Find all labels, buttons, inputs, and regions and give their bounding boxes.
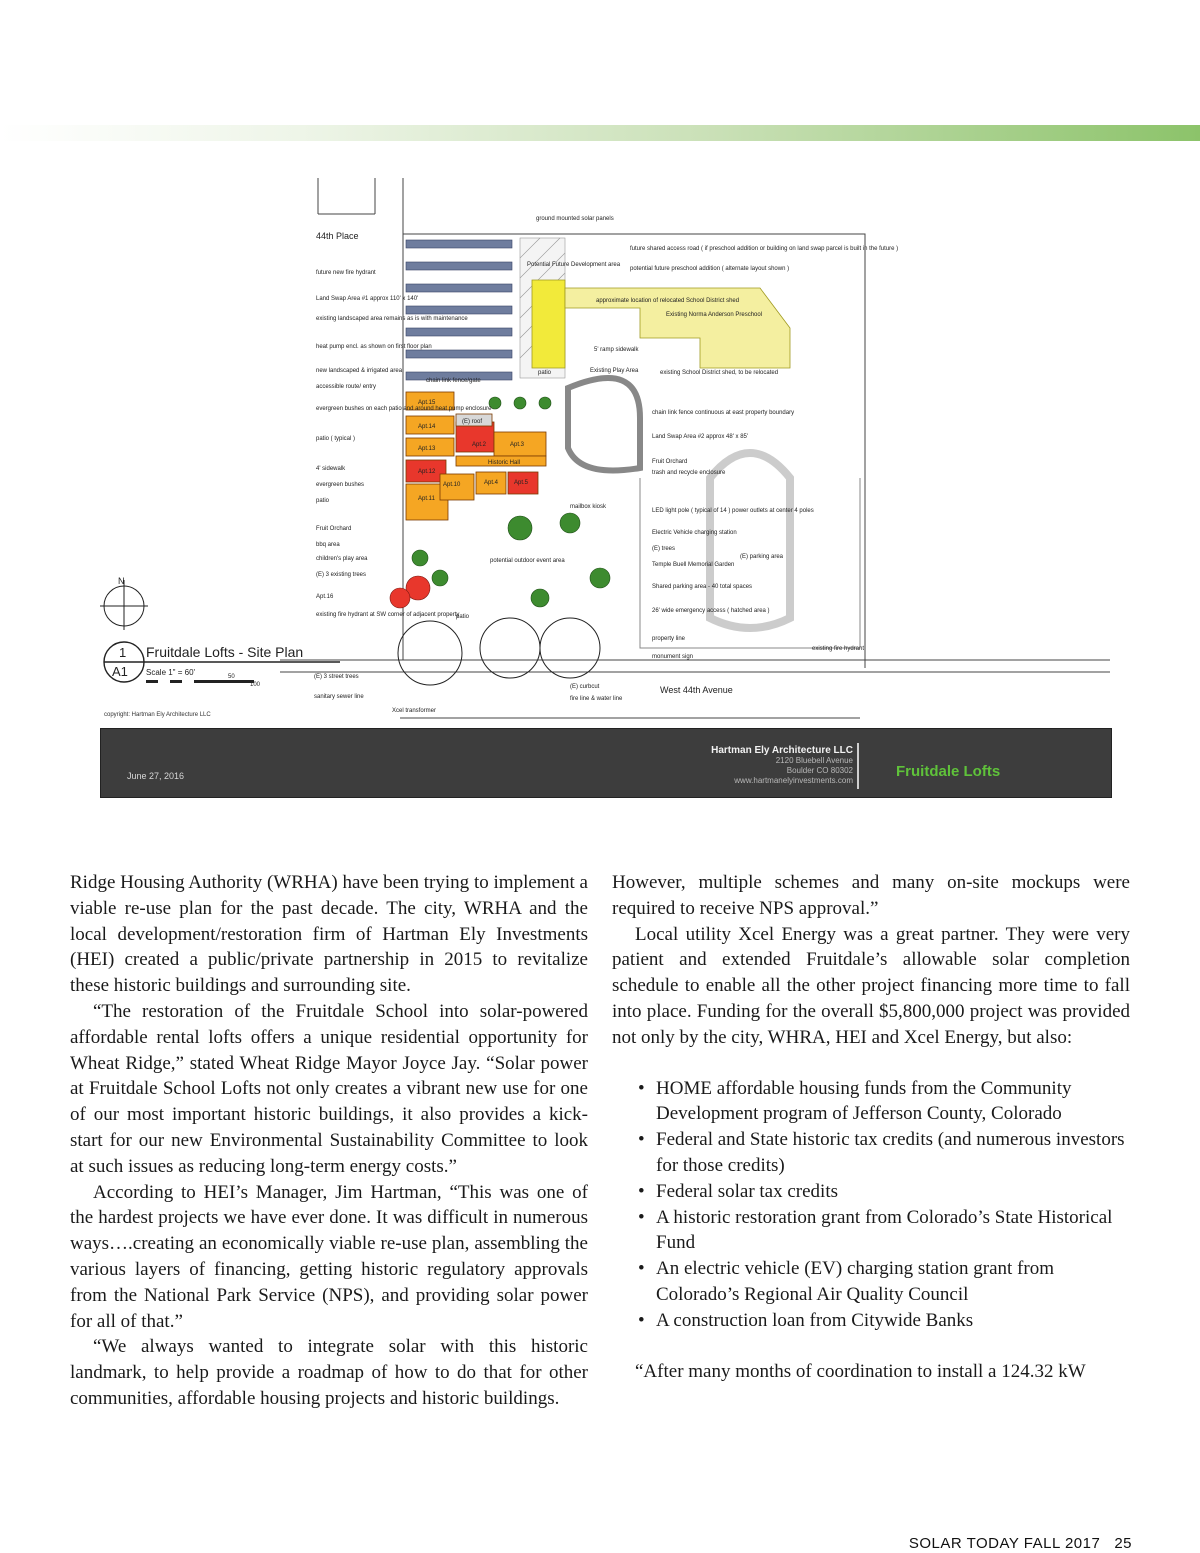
list-item [612, 1308, 1130, 1334]
list-item [612, 1205, 1130, 1257]
plan-annotation: existing fire hydrant [812, 646, 865, 652]
plan-annotation: existing School District shed, to be relocated [660, 370, 779, 376]
interior-annotations [456, 504, 607, 620]
list-item [612, 1127, 1130, 1179]
plan-annotation: heat pump encl. as shown on first floor plan [316, 344, 432, 350]
plan-annotation: (E) trees [652, 546, 676, 552]
plan-annotation: Apt.5 [514, 480, 529, 486]
plan-annotation: patio ( typical ) [316, 436, 356, 442]
bottom-annotations [314, 674, 623, 714]
plan-annotation: LED light pole ( typical of 14 ) power outlets at center 4 poles [652, 508, 814, 514]
sheet-number: A1 [112, 664, 128, 679]
plan-annotation: potential outdoor event area [490, 558, 565, 564]
firm-name: Hartman Ely Architecture LLC [711, 745, 853, 756]
right-annotations [652, 410, 864, 660]
plan-annotation: (E) roof [462, 419, 483, 425]
plan-annotation: Electric Vehicle charging station [652, 530, 737, 536]
plan-annotation: Apt.15 [418, 400, 436, 406]
bullet-marker: • [638, 1129, 645, 1151]
plan-annotation: (E) curbcut [570, 684, 600, 690]
title-number: 1 [119, 645, 127, 660]
bullet-marker: • [638, 1180, 645, 1202]
plan-annotation: monument sign [652, 654, 694, 660]
article-paragraph: According to HEI’s Manager, Jim Hartman, “This was one of the hardest projects we have ever done. It was difficult in numerous ways….creating an economically viable re-use plan, assembling the various layers of financing, getting historic regulatory approvals from the National Park Service (NPS), and providing solar power for all of that.” [70, 1181, 588, 1332]
plan-annotation: ground mounted solar panels [536, 216, 614, 222]
plan-annotation: Historic Hall [488, 460, 521, 466]
article-paragraph: “The restoration of the Fruitdale School into solar-powered affordable rental lofts offers a unique residential opportunity for Wheat Ridge,” stated Wheat Ridge Mayor Joyce Jay. “Solar power at Fruitdale School Lofts not only creates a vibrant new use for one of our most important historic buildings, it also provides a kick-start for our new Environmental Sustainability Committee to look at such issues as reducing long-term energy costs.” [70, 1000, 588, 1177]
article-paragraph: “We always wanted to integrate solar with this historic landmark, to help provide a roadmap of how to do that for other communities, affordable housing projects and historic buildings. [70, 1336, 588, 1409]
plan-annotation: evergreen bushes on each patio and around heat pump enclosure [316, 406, 492, 412]
list-item [612, 1256, 1130, 1308]
scale-tick: 100 [250, 682, 261, 688]
page-footer [909, 1535, 1132, 1552]
solar-panel-row [406, 284, 512, 292]
list-item-text: HOME affordable housing funds from the Community Development program of Jefferson County, Colorado [656, 1077, 1072, 1125]
north-label: N [118, 576, 125, 586]
plan-annotation: future shared access road ( if preschool addition or building on land swap parcel is built in the future ) [630, 246, 899, 252]
plan-annotation: Existing Play Area [590, 368, 639, 374]
play-area-path [568, 378, 640, 471]
plan-annotation: chain link fence continuous at east property boundary [652, 410, 795, 416]
solar-panel-row [406, 350, 512, 358]
plan-annotation: patio [538, 370, 552, 376]
publication-name: SOLAR TODAY FALL 2017 [908, 1535, 1101, 1552]
plan-annotation: Potential Future Development area [527, 262, 621, 268]
list-item-text: A construction loan from Citywide Banks [656, 1309, 974, 1331]
plan-annotation: children's play area [316, 556, 368, 562]
plan-annotation: trash and recycle enclosure [652, 470, 726, 476]
list-item [612, 1076, 1130, 1128]
scale-tick: 50 [228, 674, 235, 680]
plan-annotation: Xcel transformer [392, 708, 437, 714]
plan-title-block [100, 728, 1112, 798]
plan-annotation: Fruit Orchard [316, 526, 352, 532]
project-name: Fruitdale Lofts [896, 763, 1001, 780]
firm-address-line: 2120 Bluebell Avenue [775, 756, 853, 765]
scale-label: Scale 1" = 60' [146, 668, 196, 677]
preschool-addition [532, 280, 565, 368]
article-paragraph: “After many months of coordination to install a 124.32 kW [635, 1360, 1086, 1382]
title-block-divider [857, 743, 859, 789]
plan-annotation: chain link fence/gate [426, 378, 481, 384]
plan-annotation: approximate location of relocated School District shed [596, 298, 740, 304]
plan-annotation: (E) 3 existing trees [316, 572, 367, 578]
street-trees [398, 618, 600, 685]
article-paragraph: Ridge Housing Authority (WRHA) have been trying to implement a viable re-use plan for the past decade. The city, WRHA and the local development/restoration firm of Hartman Ely Investments (HEI) created a public/private partnership in 2015 to revitalize these historic buildings and surrounding site. [70, 872, 588, 997]
article-left-column [70, 870, 588, 1412]
plan-annotation: bbq area [316, 542, 340, 548]
site-plan-figure [100, 178, 1112, 796]
plan-annotation: Apt.11 [418, 496, 435, 502]
header-gradient-band [0, 125, 1200, 141]
plan-annotation: Land Swap Area #2 approx 48' x 85' [652, 434, 749, 440]
firm-address-line: Boulder CO 80302 [786, 766, 853, 775]
plan-annotation: potential future preschool addition ( alternate layout shown ) [630, 266, 790, 272]
plan-annotation: Apt.4 [484, 480, 499, 486]
plan-annotation: Apt.14 [418, 424, 436, 430]
solar-panel-array [406, 240, 512, 380]
list-item-text: Federal and State historic tax credits (and numerous investors for those credits) [656, 1129, 1125, 1176]
plan-annotation: Apt.2 [472, 442, 487, 448]
bullet-marker: • [638, 1206, 645, 1228]
plan-annotation: Land Swap Area #1 approx 110' x 140' [316, 296, 419, 302]
plan-annotation: sanitary sewer line [314, 694, 364, 700]
existing-trees-red [390, 576, 430, 608]
plan-annotation: Apt.3 [510, 442, 525, 448]
plan-annotation: new landscaped & irrigated area [316, 368, 403, 374]
plan-annotation: Apt.13 [418, 446, 436, 452]
plan-annotation: 5' ramp sidewalk [594, 347, 639, 353]
site-plan-title: Fruitdale Lofts - Site Plan [146, 644, 304, 660]
bullet-marker: • [638, 1077, 645, 1099]
plan-date: June 27, 2016 [127, 771, 185, 781]
list-item [612, 1179, 1130, 1205]
list-item-text: A historic restoration grant from Colorado’s State Historical Fund [656, 1206, 1113, 1254]
plan-annotation: Apt.10 [443, 482, 461, 488]
plan-annotation: fire line & water line [570, 696, 623, 702]
list-item-text: An electric vehicle (EV) charging station grant from Colorado’s Regional Air Quality Council [656, 1258, 1054, 1305]
article-right-column [612, 870, 1130, 1384]
scale-bar [146, 680, 254, 683]
solar-panel-row [406, 262, 512, 270]
plan-annotation: Temple Buell Memorial Garden [652, 562, 735, 568]
list-item-text: Federal solar tax credits [656, 1180, 839, 1202]
plan-annotation: (E) 3 street trees [314, 674, 359, 680]
plan-annotation: Shared parking area - 40 total spaces [652, 584, 753, 590]
solar-panel-row [406, 306, 512, 314]
plan-annotation: Apt.16 [316, 594, 334, 600]
north-arrow [100, 580, 148, 630]
plan-copyright: copyright: Hartman Ely Architecture LLC [104, 712, 211, 718]
plan-annotation: (E) parking area [740, 554, 784, 560]
firm-block [661, 745, 853, 786]
page-number: 25 [1114, 1535, 1132, 1552]
plan-annotation: future new fire hydrant [316, 270, 376, 276]
plan-annotation: existing landscaped area remains as is with maintenance [316, 316, 468, 322]
plan-annotation: existing fire hydrant at SW corner of adjacent property [316, 612, 460, 618]
plan-annotation: Existing Norma Anderson Preschool [666, 312, 763, 318]
plan-annotation: patio [456, 614, 470, 620]
plan-annotation: evergreen bushes [316, 482, 365, 488]
street-north-label: 44th Place [316, 231, 359, 241]
plan-annotation: accessible route/ entry [316, 384, 377, 390]
funding-list [612, 1076, 1130, 1334]
plan-annotation: patio [316, 498, 330, 504]
property-lines [280, 178, 1110, 718]
plan-annotation: 26' wide emergency access ( hatched area ) [652, 608, 770, 614]
solar-panel-row [406, 240, 512, 248]
solar-panel-row [406, 328, 512, 336]
article-paragraph: Local utility Xcel Energy was a great partner. They were very patient and extended Fruitdale’s allowable solar completion schedule to enable all the other project financing more time to fall into place. Funding for the overall $5,800,000 project was provided not only by the city, WHRA, HEI and Xcel Energy, but also: [612, 923, 1130, 1048]
plan-annotation: Fruit Orchard [652, 459, 688, 465]
site-plan-drawing [100, 178, 1112, 796]
plan-annotation: mailbox kiosk [570, 504, 607, 510]
plan-annotation: property line [652, 636, 686, 642]
article-paragraph: However, multiple schemes and many on-site mockups were required to receive NPS approval.” [612, 872, 1130, 919]
bullet-marker: • [638, 1309, 645, 1331]
plan-annotation: 4' sidewalk [316, 466, 346, 472]
bullet-marker: • [638, 1258, 645, 1280]
street-south-label: West 44th Avenue [660, 685, 733, 695]
plan-annotation: Apt.12 [418, 469, 436, 475]
firm-website: www.hartmanelyinvestments.com [734, 776, 853, 785]
